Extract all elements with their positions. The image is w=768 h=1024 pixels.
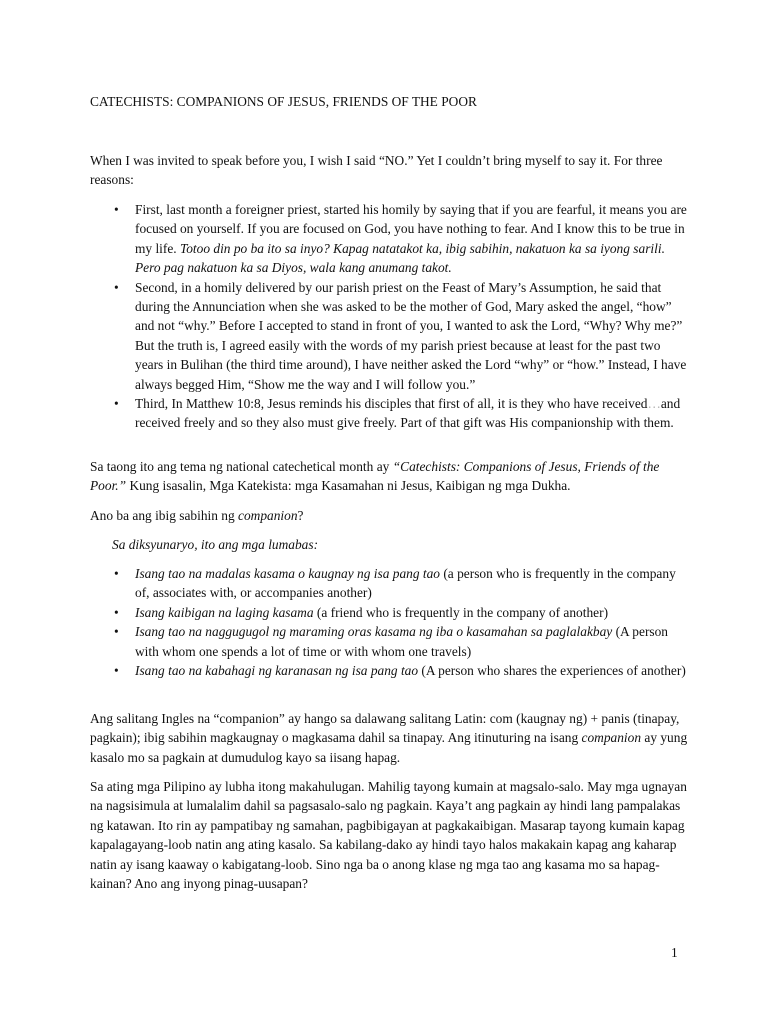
definition-tagalog: Isang tao na naggugugol ng maraming oras kasama ng iba o kasamahan sa paglalakbay: [135, 624, 613, 640]
theme-text: Sa taong ito ang tema ng national catechetical month ay: [90, 459, 393, 474]
list-item: [90, 661, 688, 680]
definition-tagalog: Isang kaibigan na laging kasama: [135, 604, 314, 620]
dictionary-intro: Sa diksyunaryo, ito ang mga lumabas:: [112, 537, 319, 552]
closing-paragraph: Sa ating mga Pilipino ay lubha itong makahulugan. Mahilig tayong kumain at magsalo-salo. May mga ugnayan na nagsisimula at lumalalim dahil sa pagsasalo-salo ng pagkain. Kaya’t ang pagkain ay hindi lang pampalakas ng katawan. Ito rin ay pampatibay ng samahan, pagbibigayan at pagkakaibigan. Masarap tayong kumain kapag kapalagayang-loob natin ang ating kasalo. Sa kabilang-dako ay hindi tayo halos makakain kapag ang kaharap natin ay isang kaaway o kabigatang-loob. Sino nga ba o anong klase ng mga tao ang kasama mo sa hapag-kainan? Ano ang inyong pinag-uusapan?: [90, 779, 687, 892]
question-text: Ano ba ang ibig sabihin ng: [90, 508, 239, 523]
ellipsis-mark: …: [647, 396, 661, 412]
definition-english: (A person who shares the experiences of another): [418, 663, 686, 679]
etymology-text-continued: ay yung kasalo mo sa pagkain at dumudulog kayo sa iisang hapag.: [90, 730, 688, 765]
theme-title-quote: “Catechists: Companions of Jesus, Friends of the Poor.”: [90, 459, 660, 494]
definition-tagalog: Isang tao na kabahagi ng karanasan ng isa pang tao: [135, 663, 419, 679]
list-item: [90, 622, 688, 661]
definition-english: (a person who is frequently in the company of, associates with, or accompanies another): [135, 566, 676, 601]
theme-paragraph: [90, 457, 688, 496]
list-item: [90, 603, 688, 622]
list-item: [90, 564, 688, 603]
list-item: [90, 200, 688, 278]
definition-english: (A person with whom one spends a lot of time or with whom one travels): [135, 624, 669, 659]
definition-english: (a friend who is frequently in the company of another): [313, 604, 609, 620]
reason-text-continued: and received freely and so they also must give freely. Part of that gift was His companionship with them.: [135, 396, 681, 431]
definitions-list: [90, 564, 688, 680]
question-mark: ?: [297, 508, 304, 523]
definition-tagalog: Isang tao na madalas kasama o kaugnay ng isa pang tao: [135, 566, 440, 581]
reasons-list: [90, 200, 688, 433]
page-number: 1: [671, 945, 678, 960]
theme-translation: Kung isasalin, Mga Katekista: mga Kasamahan ni Jesus, Kaibigan ng mga Dukha.: [126, 478, 571, 494]
reason-text: First, last month a foreigner priest, started his homily by saying that if you are fearful, it means you are focused on yourself. If you are focused on God, you have nothing to fear. And I know this to be true in my life.: [135, 202, 687, 256]
list-item: [90, 278, 688, 394]
etymology-term: companion: [581, 730, 642, 746]
question-paragraph: [90, 506, 688, 525]
etymology-paragraph: [90, 709, 688, 767]
intro-paragraph: When I was invited to speak before you, I wish I said “NO.” Yet I couldn’t bring myself to say it. For three reasons:: [90, 153, 663, 188]
reason-text: Second, in a homily delivered by our parish priest on the Feast of Mary’s Assumption, he said that during the Annunciation when she was asked to be the mother of God, Mary asked the angel, “how” and not “why.” Before I accepted to stand in front of you, I wanted to ask the Lord, “Why? Why me?” But the truth is, I agreed easily with the words of my parish priest because at least for the past two years in Bulihan (the third time around), I have neither asked the Lord “why” or “how.” Instead, I have always begged Him, “Show me the way and I will follow you.”: [135, 279, 687, 392]
page-title: CATECHISTS: COMPANIONS OF JESUS, FRIENDS OF THE POOR: [90, 94, 477, 109]
reason-tagalog-text: Totoo din po ba ito sa inyo? Kapag natatakot ka, ibig sabihin, nakatuon ka sa iyong sarili. Pero pag nakatuon ka sa Diyos, wala kang anumang takot.: [135, 240, 665, 276]
question-term: companion: [238, 508, 298, 523]
etymology-text: Ang salitang Ingles na “companion” ay hango sa dalawang salitang Latin: com (kaugnay ng) + panis (tinapay, pagkain); ibig sabihin magkaugnay o magkasama dahil sa tinapay. Ang itinuturing na isang: [90, 711, 680, 746]
list-item: [90, 394, 688, 433]
reason-text: Third, In Matthew 10:8, Jesus reminds his disciples that first of all, it is they who have received: [135, 396, 648, 412]
